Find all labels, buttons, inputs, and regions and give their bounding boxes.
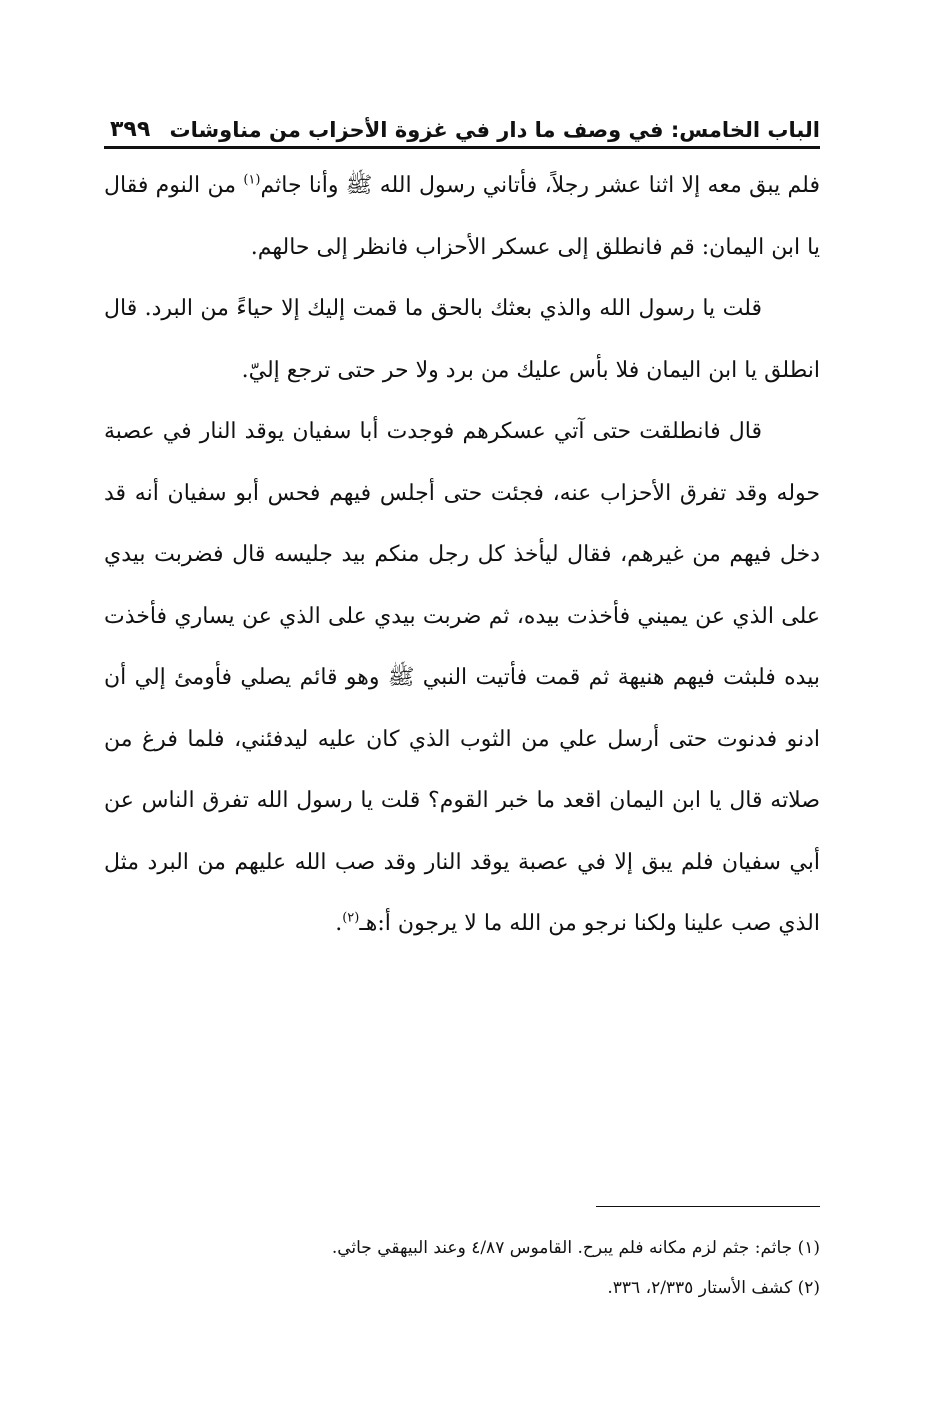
paragraph-1 xyxy=(104,155,820,278)
footnote-divider xyxy=(596,1206,820,1207)
paragraph-1-text-a: فلم يبق معه إلا اثنا عشر رجلاً، فأتاني رسول الله ﷺ وأنا جاثم xyxy=(260,173,820,198)
footnote-ref-2[interactable]: (٢) xyxy=(342,910,360,926)
paragraph-2: قلت يا رسول الله والذي بعثك بالحق ما قمت إليك إلا حياءً من البرد. قال انطلق يا ابن اليمان فلا بأس عليك من برد ولا حر حتى ترجع إليّ. xyxy=(104,296,820,383)
running-header xyxy=(104,108,820,144)
footnote-ref-1[interactable]: (١) xyxy=(243,172,261,188)
footnote-2: (٢) كشف الأستار ٢/٣٣٥، ٣٣٦. xyxy=(607,1278,820,1298)
footnote-1: (١) جاثم: جثم لزم مكانه فلم يبرح. القاموس ٤/٨٧ وعند البيهقي جاثي. xyxy=(331,1238,820,1258)
footnotes xyxy=(104,1228,820,1308)
paragraph-3-text-a: قال فانطلقت حتى آتي عسكرهم فوجدت أبا سفيان يوقد النار في عصبة حوله وقد تفرق الأحزاب عنه، فجئت حتى أجلس فيهم فحس أبو سفيان أنه قد دخل فيهم من غيرهم، فقال ليأخذ كل رجل منكم بيد جليسه قال فضربت بيدي على الذي عن يميني فأخذت بيده، ثم ضربت بيدي على الذي عن يساري فأخذت بيده فلبثت فيهم هنيهة ثم قمت فأتيت النبي ﷺ وهو قائم يصلي فأومئ إلي أن ادنو فدنوت حتى أرسل علي من الثوب الذي كان عليه ليدفئني، فلما فرغ من صلاته قال يا ابن اليمان اقعد ما خبر القوم؟ قلت يا رسول الله تفرق الناس عن أبي سفيان فلم يبق إلا في عصبة يوقد النار وقد صب الله عليهم من البرد مثل الذي صب علينا ولكنا نرجو من الله ما لا يرجون أ:هـ xyxy=(104,419,820,936)
paragraph-3-text-b: . xyxy=(335,911,343,936)
main-text xyxy=(104,155,820,955)
header-divider xyxy=(104,146,820,149)
paragraph-1-text-b: من النوم فقال يا ابن اليمان: قم فانطلق إلى عسكر الأحزاب فانظر إلى حالهم. xyxy=(104,173,820,260)
page-number: ٣٩٩ xyxy=(110,117,151,142)
paragraph-3 xyxy=(104,401,820,955)
chapter-title: الباب الخامس: في وصف ما دار في غزوة الأحزاب من مناوشات xyxy=(169,118,820,142)
